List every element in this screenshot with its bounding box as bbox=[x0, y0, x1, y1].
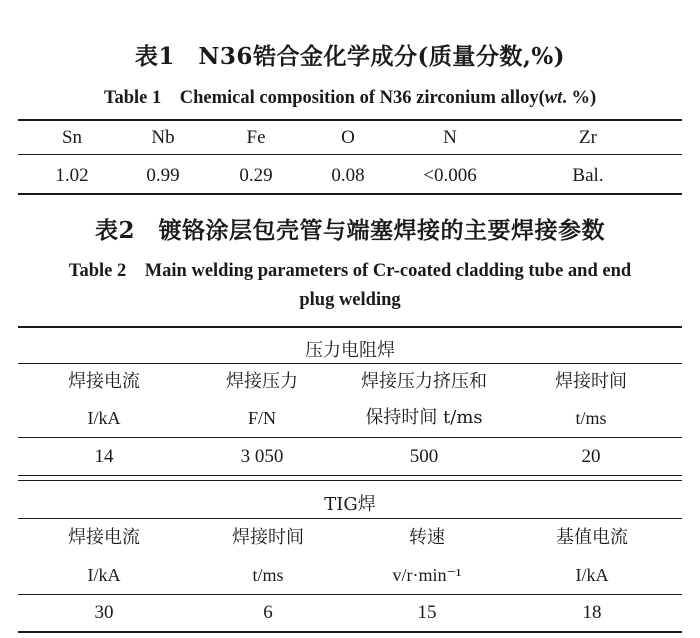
section2-unit-time: t/ms bbox=[252, 565, 284, 585]
section1-header-current: 焊接电流 bbox=[68, 371, 140, 392]
table1-value-nb: 0.99 bbox=[146, 165, 180, 186]
section1-value-time: 20 bbox=[581, 446, 601, 467]
section2-title-rule bbox=[18, 518, 682, 519]
section1-unit-time: t/ms bbox=[575, 408, 607, 428]
section2-value-time: 6 bbox=[263, 602, 273, 623]
section1-unit-hold: 保持时间 t/ms bbox=[365, 407, 483, 428]
table1-top-rule bbox=[18, 119, 682, 121]
table1-caption-en-italic: wt bbox=[544, 88, 563, 108]
section2-unit-speed: v/r·min⁻¹ bbox=[392, 565, 462, 585]
table1-header-fe: Fe bbox=[246, 127, 266, 148]
table1-header-zr: Zr bbox=[579, 127, 597, 148]
table2-caption-en-line1: Table 2 Main welding parameters of Cr-coated cladding tube and end bbox=[68, 261, 632, 281]
section2-value-current: 30 bbox=[94, 602, 114, 623]
table2-top-rule bbox=[18, 326, 682, 328]
section1-title-rule bbox=[18, 363, 682, 364]
section2-value-base-current: 18 bbox=[582, 602, 602, 623]
section2-title: TIG焊 bbox=[324, 494, 376, 515]
section2-header-rule bbox=[18, 594, 682, 595]
section2-header-speed: 转速 bbox=[409, 527, 445, 548]
section1-header-rule bbox=[18, 437, 682, 438]
table1-value-sn: 1.02 bbox=[55, 165, 89, 186]
table2-caption-en-line2: plug welding bbox=[299, 290, 401, 310]
section1-bottom-rule-b bbox=[18, 480, 682, 481]
section1-title: 压力电阻焊 bbox=[305, 340, 395, 361]
table1-bottom-rule bbox=[18, 193, 682, 195]
table1-header-sn: Sn bbox=[61, 127, 83, 148]
section1-value-pressure: 3 050 bbox=[240, 446, 284, 467]
table1-caption-en-tail: . %) bbox=[562, 88, 597, 108]
table2-bottom-rule bbox=[18, 631, 682, 633]
section2-value-speed: 15 bbox=[417, 602, 437, 623]
section1-header-pressure: 焊接压力 bbox=[226, 371, 298, 392]
section2-header-current: 焊接电流 bbox=[68, 527, 140, 548]
table1-caption-cn: 表1 N36锆合金化学成分(质量分数,%) bbox=[134, 43, 566, 70]
table1-header-rule bbox=[18, 154, 682, 155]
section1-unit-pressure: F/N bbox=[247, 408, 277, 428]
section2-unit-current: I/kA bbox=[87, 565, 121, 585]
section2-header-base-current: 基值电流 bbox=[556, 527, 628, 548]
table1-header-n: N bbox=[443, 127, 457, 148]
section1-header-hold: 焊接压力挤压和 bbox=[361, 371, 487, 392]
section2-unit-base-current: I/kA bbox=[575, 565, 609, 585]
section1-value-hold: 500 bbox=[409, 446, 439, 467]
table1-header-nb: Nb bbox=[151, 127, 175, 148]
table1-value-zr: Bal. bbox=[572, 165, 604, 186]
table1-caption-en bbox=[0, 83, 700, 109]
section1-header-time: 焊接时间 bbox=[555, 371, 627, 392]
section2-header-time: 焊接时间 bbox=[232, 527, 304, 548]
section1-value-current: 14 bbox=[94, 446, 114, 467]
table1-value-fe: 0.29 bbox=[239, 165, 273, 186]
section1-unit-current: I/kA bbox=[87, 408, 121, 428]
section1-bottom-rule-a bbox=[18, 475, 682, 476]
table1-value-o: 0.08 bbox=[331, 165, 365, 186]
table1-header-o: O bbox=[341, 127, 355, 148]
table1-value-n: <0.006 bbox=[423, 165, 477, 186]
table2-caption-cn: 表2 镀铬涂层包壳管与端塞焊接的主要焊接参数 bbox=[94, 217, 605, 244]
table1-caption-en-main: Table 1 Chemical composition of N36 zirconium alloy( bbox=[103, 88, 545, 108]
